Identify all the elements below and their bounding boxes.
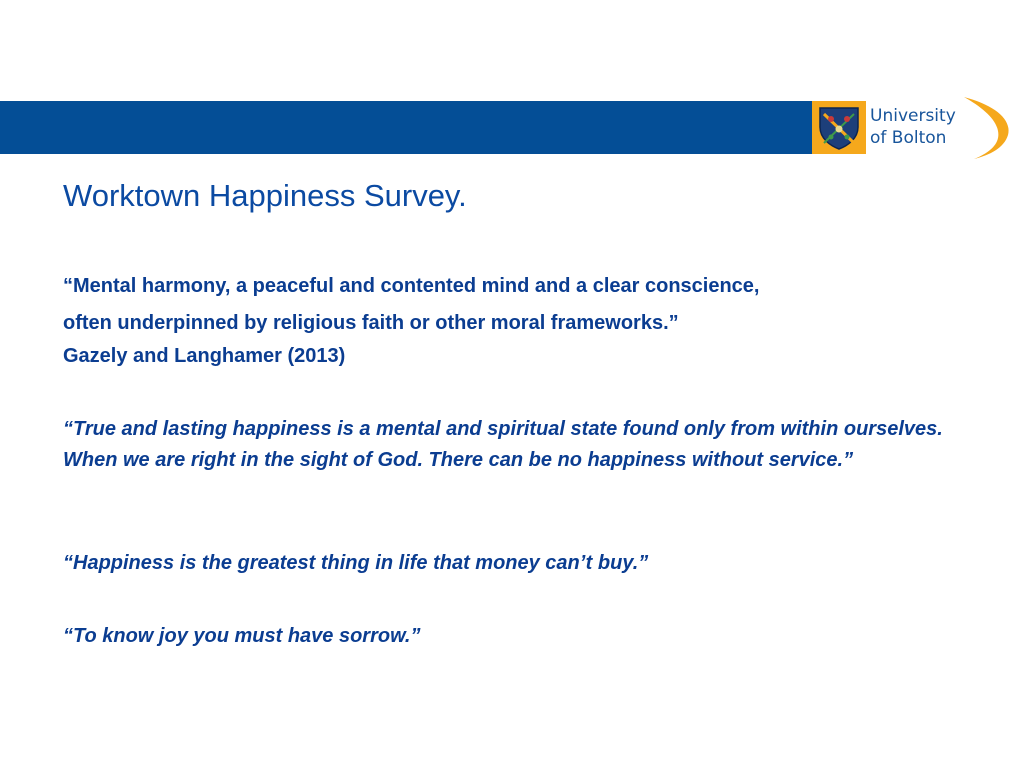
logo-text-of-bolton: of Bolton	[870, 128, 947, 148]
shield-crest-icon	[817, 105, 861, 150]
quote-money: “Happiness is the greatest thing in life that money can’t buy.”	[63, 552, 649, 574]
crest-box	[812, 101, 866, 154]
slide-title: Worktown Happiness Survey.	[63, 178, 467, 213]
quote-line: “Mental harmony, a peaceful and contented mind and a clear conscience,	[63, 275, 760, 297]
quote-source: Gazely and Langhamer (2013)	[63, 345, 346, 367]
logo-text-university: University	[870, 106, 956, 126]
swoosh-icon	[960, 93, 1024, 163]
quote-joy-sorrow: “To know joy you must have sorrow.”	[63, 625, 421, 647]
quote-mental-harmony	[63, 268, 983, 370]
university-logo	[812, 101, 1024, 154]
quote-line: often underpinned by religious faith or other moral frameworks.”	[63, 312, 679, 334]
quote-true-happiness: “True and lasting happiness is a mental and spiritual state found only from within ourselves. When we are right in the sight of God. There can be no happiness without service.”	[63, 418, 943, 471]
